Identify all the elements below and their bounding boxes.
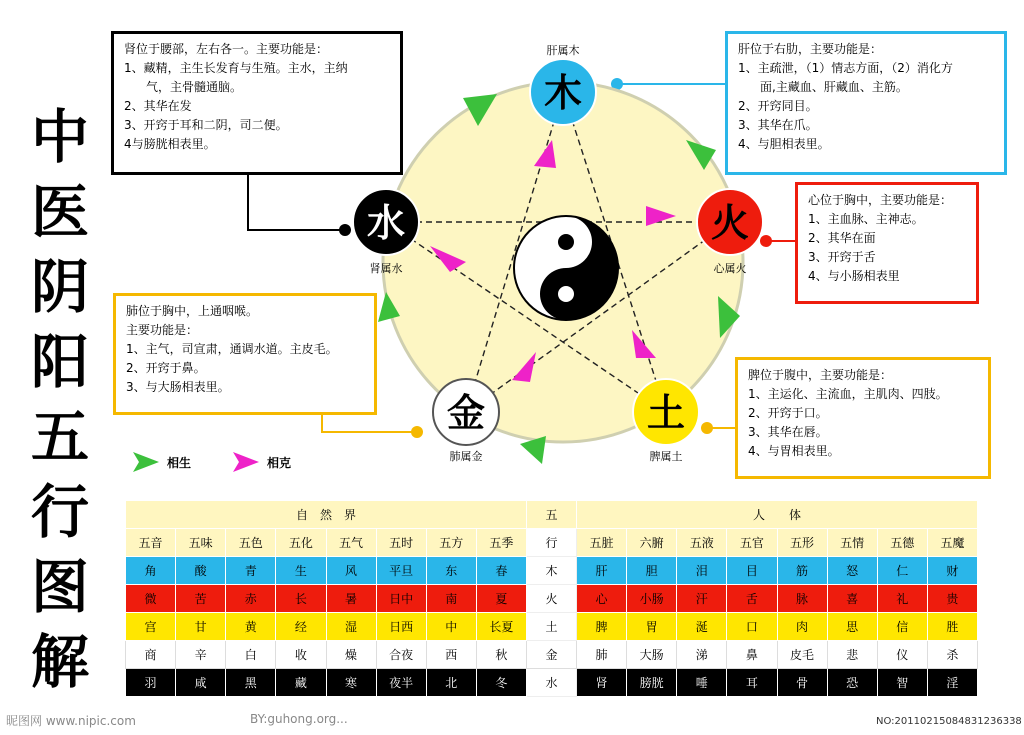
table-cell: 口 [727, 613, 777, 641]
table-row [126, 669, 978, 697]
heart-info-box [795, 182, 979, 304]
heart-line: 4、与小肠相表里 [808, 269, 900, 283]
element-wood-label: 肝属木 [546, 44, 580, 57]
lung-connector-dot [411, 426, 423, 438]
table-cell: 胜 [927, 613, 977, 641]
table-cell: 骨 [777, 669, 827, 697]
table-cell: 西 [426, 641, 476, 669]
table-cell: 汗 [677, 585, 727, 613]
watermark-no: NO:20110215084831236338 [876, 716, 1022, 727]
element-metal-char: 金 [446, 390, 486, 435]
heart-connector-dot [760, 235, 772, 247]
column-header: 五味 [176, 529, 226, 557]
element-metal [433, 379, 499, 463]
magenta-arrow-icon [233, 452, 259, 472]
table-cell: 收 [276, 641, 326, 669]
table-cell-element: 土 [527, 613, 577, 641]
kidney-connector-dot [339, 224, 351, 236]
table-cell: 角 [126, 557, 176, 585]
table-cell: 泪 [677, 557, 727, 585]
table-cell: 甘 [176, 613, 226, 641]
table-cell: 藏 [276, 669, 326, 697]
kidney-connector [248, 170, 345, 230]
table-cell: 耳 [727, 669, 777, 697]
lung-line: 主要功能是： [126, 323, 199, 337]
column-header: 五季 [476, 529, 526, 557]
element-fire-label: 心属火 [713, 262, 747, 275]
table-cell: 平旦 [376, 557, 426, 585]
table-cell: 黑 [226, 669, 276, 697]
table-cell: 寒 [326, 669, 376, 697]
table-cell: 暑 [326, 585, 376, 613]
lung-info-box [113, 293, 377, 415]
table-row [126, 641, 978, 669]
kidney-line: 肾位于腰部，左右各一。主要功能是： [124, 42, 329, 56]
table-cell: 中 [426, 613, 476, 641]
lung-line: 1、主气，司宣肃，通调水道。主皮毛。 [126, 342, 338, 356]
table-cell: 脉 [777, 585, 827, 613]
element-fire-char: 火 [710, 200, 750, 245]
table-row [126, 557, 978, 585]
table-cell: 脾 [577, 613, 627, 641]
liver-line: 1、主疏泄，（1）情志方面，（2）消化方 [738, 61, 953, 75]
table-cell: 北 [426, 669, 476, 697]
spleen-line: 1、主运化、主流血，主肌肉、四肢。 [748, 387, 948, 401]
lung-connector [322, 412, 415, 432]
table-header-row [126, 529, 978, 557]
column-header: 五官 [727, 529, 777, 557]
table-cell: 涕 [677, 641, 727, 669]
liver-line: 4、与胆相表里。 [738, 137, 830, 151]
group-five: 五 [527, 501, 577, 529]
table-cell-element: 水 [527, 669, 577, 697]
table-cell: 唾 [677, 669, 727, 697]
table-cell: 赤 [226, 585, 276, 613]
title-char: 五 [30, 403, 89, 471]
table-cell: 夏 [476, 585, 526, 613]
spleen-line: 4、与胃相表里。 [748, 444, 840, 458]
table-cell: 涎 [677, 613, 727, 641]
liver-info-box [725, 31, 1007, 175]
liver-line: 面,主藏血、肝藏血、主筋。 [760, 80, 908, 94]
column-header: 五色 [226, 529, 276, 557]
table-cell: 大肠 [627, 641, 677, 669]
heart-line: 心位于胸中，主要功能是： [808, 193, 953, 207]
table-cell: 日西 [376, 613, 426, 641]
column-header: 五化 [276, 529, 326, 557]
column-header-mid: 行 [527, 529, 577, 557]
table-cell: 信 [877, 613, 927, 641]
table-cell: 宫 [126, 613, 176, 641]
spleen-info-box [735, 357, 991, 479]
table-cell: 南 [426, 585, 476, 613]
heart-line: 3、开窍于舌 [808, 250, 876, 264]
table-cell-element: 木 [527, 557, 577, 585]
liver-line: 3、其华在爪。 [738, 118, 818, 132]
table-cell: 春 [476, 557, 526, 585]
table-cell: 冬 [476, 669, 526, 697]
spleen-connector-dot [701, 422, 713, 434]
title-char: 阴 [30, 253, 89, 321]
title-char: 行 [30, 478, 89, 546]
title-char: 阳 [30, 328, 89, 396]
five-elements-table [125, 500, 978, 697]
kidney-line: 2、其华在发 [124, 99, 192, 113]
table-row [126, 585, 978, 613]
table-cell: 胆 [627, 557, 677, 585]
column-header: 五气 [326, 529, 376, 557]
kidney-line: 4与膀胱相表里。 [124, 137, 216, 151]
title-char: 中 [30, 103, 89, 171]
table-cell: 日中 [376, 585, 426, 613]
group-body: 人 体 [577, 501, 978, 529]
lung-line: 3、与大肠相表里。 [126, 380, 230, 394]
table-cell: 酸 [176, 557, 226, 585]
heart-line: 1、主血脉、主神志。 [808, 212, 924, 226]
table-group-row [126, 501, 978, 529]
kidney-line: 气，主骨髓通脑。 [146, 80, 243, 94]
element-water-label: 肾属水 [369, 262, 403, 275]
green-arrow-icon [133, 452, 159, 472]
element-wood-char: 木 [543, 70, 583, 115]
column-header: 五情 [827, 529, 877, 557]
title-char: 医 [30, 178, 89, 246]
table-cell: 商 [126, 641, 176, 669]
table-cell: 夜半 [376, 669, 426, 697]
element-earth-char: 土 [646, 390, 686, 435]
table-cell: 燥 [326, 641, 376, 669]
table-cell: 杀 [927, 641, 977, 669]
spleen-line: 3、其华在唇。 [748, 425, 828, 439]
title-char: 图 [30, 553, 89, 621]
legend-generate-label: 相生 [167, 455, 192, 470]
liver-line: 2、开窍同目。 [738, 99, 818, 113]
spleen-line: 脾位于腹中，主要功能是： [748, 368, 893, 382]
group-nature: 自 然 界 [126, 501, 527, 529]
kidney-line: 1、藏精，主生长发育与生殖。主水，主纳 [124, 61, 348, 75]
table-cell: 胃 [627, 613, 677, 641]
heart-line: 2、其华在面 [808, 231, 876, 245]
element-metal-label: 肺属金 [449, 450, 483, 463]
element-water-char: 水 [366, 200, 406, 245]
element-earth [633, 379, 699, 463]
watermark-site: 昵图网 www.nipic.com [6, 714, 136, 728]
generate-arrow-earth-metal [520, 436, 546, 464]
table-cell: 目 [727, 557, 777, 585]
table-cell: 风 [326, 557, 376, 585]
table-cell: 东 [426, 557, 476, 585]
column-header: 五魔 [927, 529, 977, 557]
table-cell: 喜 [827, 585, 877, 613]
table-cell: 生 [276, 557, 326, 585]
table-cell: 舌 [727, 585, 777, 613]
table-cell: 秋 [476, 641, 526, 669]
spleen-line: 2、开窍于口。 [748, 406, 828, 420]
table-cell: 合夜 [376, 641, 426, 669]
table-cell: 智 [877, 669, 927, 697]
table-cell: 筋 [777, 557, 827, 585]
table-cell: 皮毛 [777, 641, 827, 669]
lung-line: 肺位于胸中，上通咽喉。 [126, 304, 259, 318]
table-cell: 肉 [777, 613, 827, 641]
table-cell: 长夏 [476, 613, 526, 641]
table-cell: 仁 [877, 557, 927, 585]
table-cell-element: 金 [527, 641, 577, 669]
element-earth-label: 脾属土 [649, 450, 683, 463]
table-cell: 咸 [176, 669, 226, 697]
table-cell: 青 [226, 557, 276, 585]
legend-restrain-label: 相克 [267, 455, 292, 470]
table-cell: 肺 [577, 641, 627, 669]
table-cell-element: 火 [527, 585, 577, 613]
table-cell: 湿 [326, 613, 376, 641]
table-cell: 仪 [877, 641, 927, 669]
table-cell: 思 [827, 613, 877, 641]
table-cell: 长 [276, 585, 326, 613]
table-cell: 羽 [126, 669, 176, 697]
column-header: 五脏 [577, 529, 627, 557]
table-cell: 心 [577, 585, 627, 613]
table-cell: 苦 [176, 585, 226, 613]
table-cell: 膀胱 [627, 669, 677, 697]
table-cell: 经 [276, 613, 326, 641]
legend-restrain [233, 452, 291, 472]
title-char: 解 [30, 628, 89, 696]
table-cell: 财 [927, 557, 977, 585]
legend-generate [133, 452, 191, 472]
table-cell: 辛 [176, 641, 226, 669]
table-cell: 恐 [827, 669, 877, 697]
table-cell: 悲 [827, 641, 877, 669]
table-cell: 肾 [577, 669, 627, 697]
yin-yang-symbol [514, 216, 618, 320]
column-header: 五时 [376, 529, 426, 557]
column-header: 五音 [126, 529, 176, 557]
table-cell: 鼻 [727, 641, 777, 669]
column-header: 五德 [877, 529, 927, 557]
table-cell: 肝 [577, 557, 627, 585]
table-cell: 怒 [827, 557, 877, 585]
liver-line: 肝位于右肋，主要功能是： [738, 42, 883, 56]
column-header: 五形 [777, 529, 827, 557]
column-header: 五方 [426, 529, 476, 557]
watermark-by: BY:guhong.org... [250, 712, 348, 726]
table-cell: 白 [226, 641, 276, 669]
table-cell: 小肠 [627, 585, 677, 613]
column-header: 六腑 [627, 529, 677, 557]
table-cell: 礼 [877, 585, 927, 613]
table-cell: 微 [126, 585, 176, 613]
element-wood [530, 43, 596, 125]
kidney-info-box [111, 31, 403, 175]
column-header: 五液 [677, 529, 727, 557]
lung-line: 2、开窍于鼻。 [126, 361, 206, 375]
table-cell: 淫 [927, 669, 977, 697]
table-row [126, 613, 978, 641]
table-cell: 黄 [226, 613, 276, 641]
table-cell: 贵 [927, 585, 977, 613]
kidney-line: 3、开窍于耳和二阴，司二便。 [124, 118, 288, 132]
